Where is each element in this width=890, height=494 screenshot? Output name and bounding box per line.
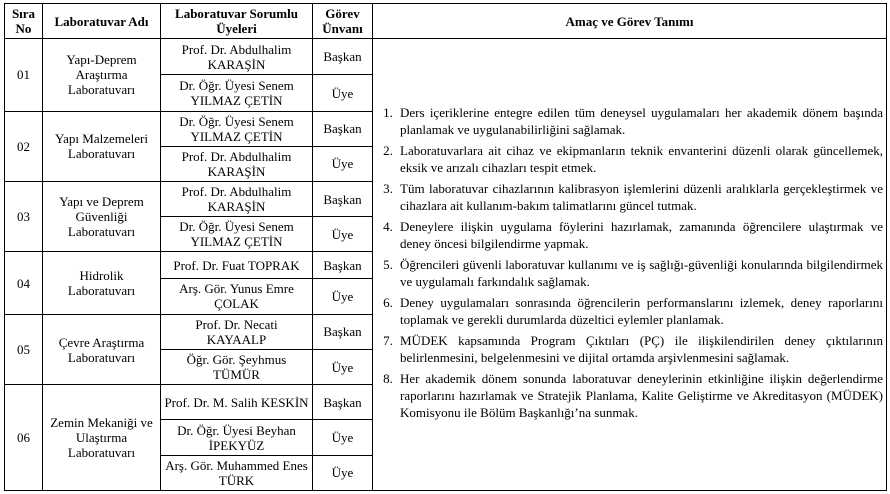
member-name: Öğr. Gör. Şeyhmus TÜMÜR [161, 350, 313, 385]
row-number: 03 [5, 182, 43, 252]
item-text: Laboratuvarlara ait cihaz ve ekipmanların teknik envanterini düzenli olarak güncellemek, eksik ve arızalı cihazları tespit etmek. [400, 143, 883, 176]
member-role: Başkan [313, 182, 373, 217]
item-text: Ders içeriklerine entegre edilen tüm deneysel uygulamaları her akademik dönem başında planlamak ve uygulanabilirliğini sağlamak. [400, 105, 883, 138]
header-description: Amaç ve Görev Tanımı [373, 4, 887, 39]
member-role: Başkan [313, 252, 373, 278]
item-text: MÜDEK kapsamında Program Çıktıları (PÇ) ile ilişkilendirilen deney çıktılarının belirlenmesini, belgelenmesini ve dijital ortamda arşivlenmesini sağlamak. [400, 333, 883, 366]
member-name: Dr. Öğr. Üyesi Senem YILMAZ ÇETİN [161, 111, 313, 146]
item-number: 6. [383, 295, 393, 311]
duties-list [376, 104, 883, 421]
list-item [376, 180, 883, 214]
item-text: Öğrencileri güvenli laboratuvar kullanımı ve iş sağlığı-güvenliği konularında bilgilendirmek ve uygulamalı farkındalık sağlamak. [400, 257, 883, 290]
table-row [5, 39, 887, 75]
member-role: Üye [313, 455, 373, 490]
member-name: Dr. Öğr. Üyesi Beyhan İPEKYÜZ [161, 420, 313, 455]
row-number: 06 [5, 385, 43, 491]
row-number: 04 [5, 252, 43, 314]
member-name: Prof. Dr. M. Salih KESKİN [161, 385, 313, 420]
item-number: 1. [383, 105, 393, 121]
item-text: Tüm laboratuvar cihazlarının kalibrasyon işlemlerini düzenli aralıklarla gerçekleştirmek ve cihazlara ait kullanım-bakım talimatlarını güncel tutmak. [400, 181, 883, 214]
member-role: Başkan [313, 385, 373, 420]
item-number: 4. [383, 219, 393, 235]
header-no: Sıra No [5, 4, 43, 39]
header-title: Görev Ünvanı [313, 4, 373, 39]
member-role: Üye [313, 420, 373, 455]
member-name: Prof. Dr. Abdulhalim KARAŞİN [161, 39, 313, 75]
lab-name: Yapı Malzemeleri Laboratuvarı [43, 111, 161, 181]
list-item [376, 370, 883, 421]
member-name: Prof. Dr. Necati KAYAALP [161, 314, 313, 349]
list-item [376, 104, 883, 138]
duties-cell [373, 39, 887, 491]
header-members: Laboratuvar Sorumlu Üyeleri [161, 4, 313, 39]
list-item [376, 142, 883, 176]
item-text: Deneylere ilişkin uygulama föylerini hazırlamak, zamanında öğrencilere ulaştırmak ve deney öncesi bilgilendirme yapmak. [400, 219, 883, 252]
item-text: Deney uygulamaları sonrasında öğrencilerin performanslarını izlemek, deney raporlarını toplamak ve gerekli durumlarda düzeltici eylemler planlamak. [400, 295, 883, 328]
row-number: 05 [5, 314, 43, 384]
lab-responsibility-table [4, 3, 887, 491]
member-role: Üye [313, 278, 373, 314]
lab-name: Zemin Mekaniği ve Ulaştırma Laboratuvarı [43, 385, 161, 491]
row-number: 01 [5, 39, 43, 111]
item-number: 7. [383, 333, 393, 349]
list-item [376, 332, 883, 366]
list-item [376, 256, 883, 290]
item-number: 3. [383, 181, 393, 197]
member-role: Üye [313, 75, 373, 111]
member-role: Başkan [313, 314, 373, 349]
lab-name: Yapı ve Deprem Güvenliği Laboratuvarı [43, 182, 161, 252]
member-name: Dr. Öğr. Üyesi Senem YILMAZ ÇETİN [161, 217, 313, 252]
member-name: Prof. Dr. Fuat TOPRAK [161, 252, 313, 278]
item-text: Her akademik dönem sonunda laboratuvar deneylerinin etkinliğine ilişkin değerlendirme raporlarını hazırlamak ve Stratejik Planlama, Kalite Geliştirme ve Akreditasyon (MÜDEK) Komisyonu ile Bölüm Başkanlığı’na sunmak. [400, 371, 883, 421]
member-role: Başkan [313, 111, 373, 146]
lab-name: Çevre Araştırma Laboratuvarı [43, 314, 161, 384]
member-name: Prof. Dr. Abdulhalim KARAŞİN [161, 182, 313, 217]
item-number: 5. [383, 257, 393, 273]
member-name: Prof. Dr. Abdulhalim KARAŞİN [161, 146, 313, 181]
member-role: Başkan [313, 39, 373, 75]
member-role: Üye [313, 146, 373, 181]
list-item [376, 294, 883, 328]
item-number: 8. [383, 371, 393, 387]
member-name: Arş. Gör. Yunus Emre ÇOLAK [161, 278, 313, 314]
row-number: 02 [5, 111, 43, 181]
member-name: Arş. Gör. Muhammed Enes TÜRK [161, 455, 313, 490]
header-lab-name: Laboratuvar Adı [43, 4, 161, 39]
item-number: 2. [383, 143, 393, 159]
member-name: Dr. Öğr. Üyesi Senem YILMAZ ÇETİN [161, 75, 313, 111]
member-role: Üye [313, 350, 373, 385]
list-item [376, 218, 883, 252]
lab-name: Yapı-Deprem Araştırma Laboratuvarı [43, 39, 161, 111]
lab-name: Hidrolik Laboratuvarı [43, 252, 161, 314]
member-role: Üye [313, 217, 373, 252]
header-row [5, 4, 887, 39]
